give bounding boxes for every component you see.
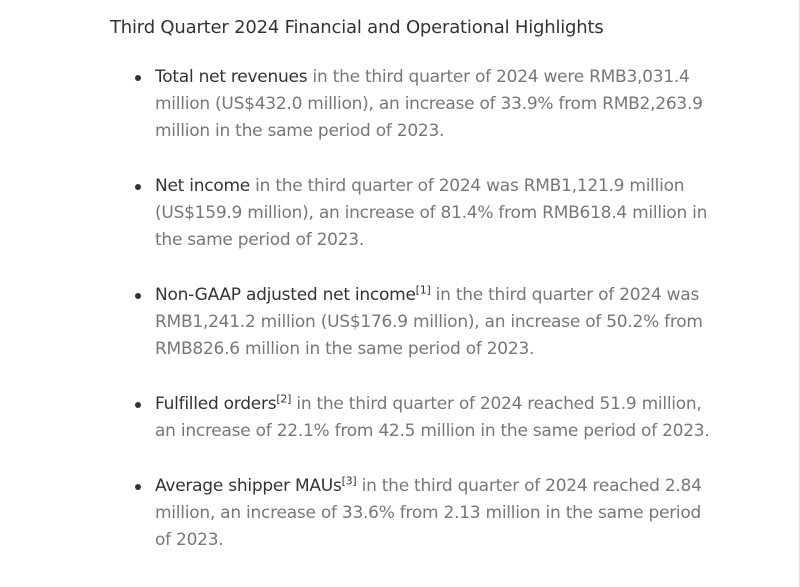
footnote-marker: [1] bbox=[415, 283, 431, 297]
highlight-item-fulfilled-orders bbox=[110, 391, 710, 445]
highlight-item-average-shipper-maus bbox=[110, 473, 710, 554]
highlight-item-net-income bbox=[110, 173, 710, 254]
bullet-icon bbox=[135, 184, 141, 190]
bullet-icon bbox=[135, 293, 141, 299]
bullet-icon bbox=[135, 402, 141, 408]
highlight-term: Total net revenues bbox=[155, 67, 308, 87]
footnote-marker: [2] bbox=[276, 392, 292, 406]
section-heading: Third Quarter 2024 Financial and Operational Highlights bbox=[110, 17, 604, 38]
highlight-term: Non-GAAP adjusted net income bbox=[155, 285, 416, 305]
highlight-text: in the third quarter of 2024 was RMB1,121.9 million (US$159.9 million), an increase of 81.4% from RMB618.4 million in the same period of 2023. bbox=[155, 176, 708, 250]
bullet-icon bbox=[135, 75, 141, 81]
highlights-list bbox=[110, 64, 710, 554]
highlight-term: Net income bbox=[155, 176, 251, 196]
highlights-section bbox=[110, 14, 710, 582]
highlight-text: in the third quarter of 2024 reached 2.84 million, an increase of 33.6% from 2.13 million in the same period of 2023. bbox=[155, 476, 702, 550]
highlight-term: Average shipper MAUs bbox=[155, 476, 342, 496]
bullet-icon bbox=[135, 484, 141, 490]
highlight-text: in the third quarter of 2024 were RMB3,031.4 million (US$432.0 million), an increase of 33.9% from RMB2,263.9 million in the same period of 2023. bbox=[155, 67, 703, 141]
highlight-text: in the third quarter of 2024 was RMB1,241.2 million (US$176.9 million), an increase of 50.2% from RMB826.6 million in the same period of 2023. bbox=[155, 285, 703, 359]
highlight-text: in the third quarter of 2024 reached 51.9 million, an increase of 22.1% from 42.5 million in the same period of 2023. bbox=[155, 394, 710, 441]
highlight-item-total-net-revenues bbox=[110, 64, 710, 145]
highlight-item-non-gaap-adjusted-net-income bbox=[110, 282, 710, 363]
highlight-term: Fulfilled orders bbox=[155, 394, 277, 414]
footnote-marker: [3] bbox=[341, 474, 357, 488]
